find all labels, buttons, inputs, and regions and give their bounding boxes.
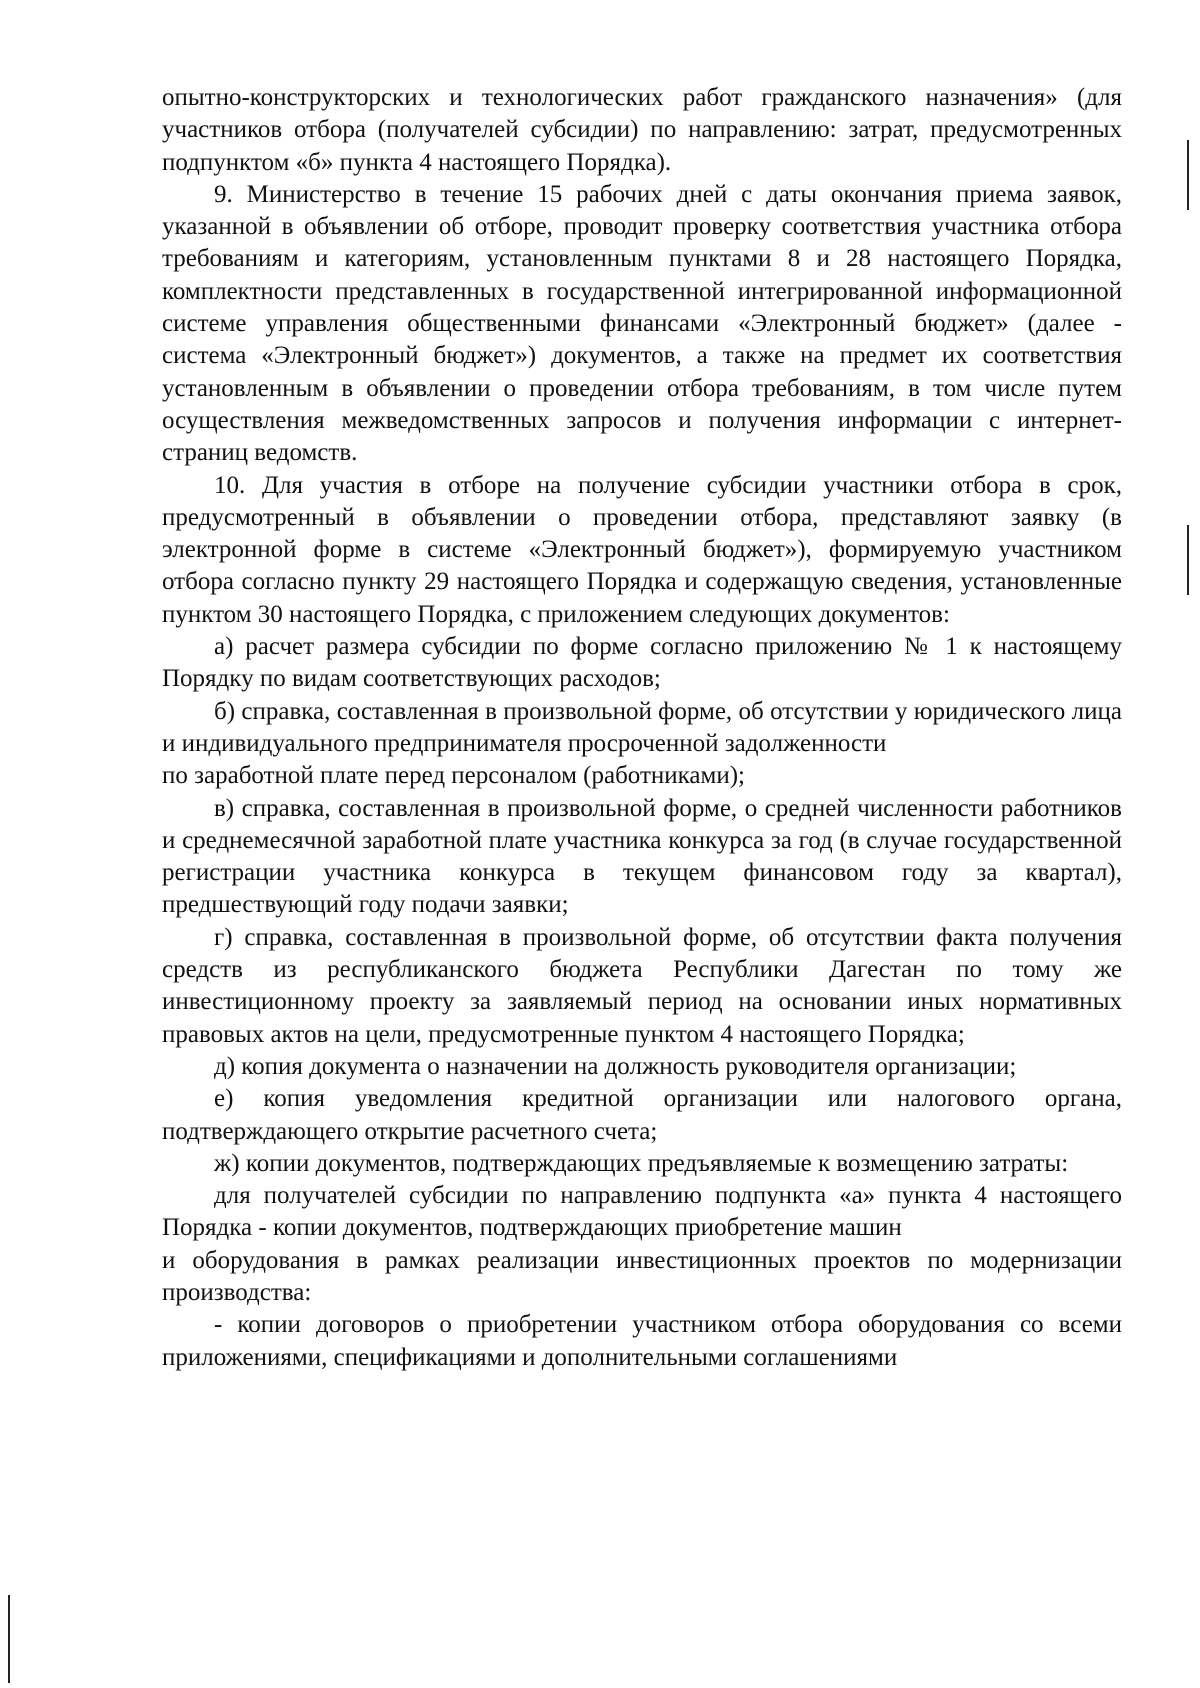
paragraph-clause-9: 9. Министерство в течение 15 рабочих дней с даты окончания приема заявок, указанной в объявлении об отборе, проводит проверку соответствия участника отбора требованиям и категориям, установленным пунктами 8 и 28 настоящего Порядка, комплектности представленных в государственной интегрированной информационной системе управления общественными финансами «Электронный бюджет» (далее - система «Электронный бюджет») документов, а также на предмет их соответствия установленным в объявлении о проведении отбора требованиям, в том числе путем осуществления межведомственных запросов и получения информации с интернет-страниц ведомств.: [162, 180, 1122, 467]
document-body: [162, 82, 1122, 1374]
list-item-e: е) копия уведомления кредитной организации или налогового органа, подтверждающего открытие расчетного счета;: [162, 1085, 1122, 1145]
scan-edge-mark-bottom-left: [8, 1595, 10, 1683]
paragraph-clause-10: 10. Для участия в отборе на получение субсидии участники отбора в срок, предусмотренный в объявлении о проведении отбора, представляют заявку (в электронной форме в системе «Электронный бюджет»), формируемую участником отбора согласно пункту 29 настоящего Порядка и содержащую сведения, установленные пунктом 30 настоящего Порядка, с приложением следующих документов:: [162, 471, 1122, 628]
list-item-g: г) справка, составленная в произвольной форме, об отсутствии факта получения средств из республиканского бюджета Республики Дагестан по тому же инвестиционному проекту за заявляемый период на основании иных нормативных правовых актов на цели, предусмотренные пунктом 4 настоящего Порядка;: [162, 923, 1122, 1048]
list-item-v: в) справка, составленная в произвольной форме, о средней численности работников и среднемесячной заработной плате участника конкурса за год (в случае государственной регистрации участника конкурса в текущем финансовом году за квартал), предшествующий году подачи заявки;: [162, 794, 1122, 919]
list-item-zh: ж) копии документов, подтверждающих предъявляемые к возмещению затраты:: [214, 1149, 1069, 1177]
paragraph-continuation: опытно-конструкторских и технологических работ гражданского назначения» (для участников отбора (получателей субсидии) по направлению: затрат, предусмотренных подпунктом «б» пункта 4 настоящего Порядка).: [162, 84, 1122, 176]
list-item-a: а) расчет размера субсидии по форме согласно приложению № 1 к настоящему Порядку по видам соответствующих расходов;: [162, 633, 1122, 693]
list-item-b-continuation: по заработной плате перед персоналом (работниками);: [162, 762, 745, 790]
scan-edge-mark-middle: [1187, 525, 1189, 595]
paragraph-subpoint-a-continuation: и оборудования в рамках реализации инвестиционных проектов по модернизации производства:: [162, 1246, 1122, 1306]
list-item-b: б) справка, составленная в произвольной форме, об отсутствии у юридического лица и индивидуального предпринимателя просроченной задолженности: [162, 697, 1122, 757]
scan-edge-mark-top: [1187, 140, 1189, 210]
list-item-dash-contracts: - копии договоров о приобретении участником отбора оборудования со всеми приложениями, спецификациями и дополнительными соглашениями: [162, 1311, 1122, 1371]
paragraph-subpoint-a-recipients: для получателей субсидии по направлению подпункта «а» пункта 4 настоящего Порядка - копии документов, подтверждающих приобретение машин: [162, 1182, 1122, 1242]
list-item-d: д) копия документа о назначении на должность руководителя организации;: [214, 1052, 1017, 1080]
